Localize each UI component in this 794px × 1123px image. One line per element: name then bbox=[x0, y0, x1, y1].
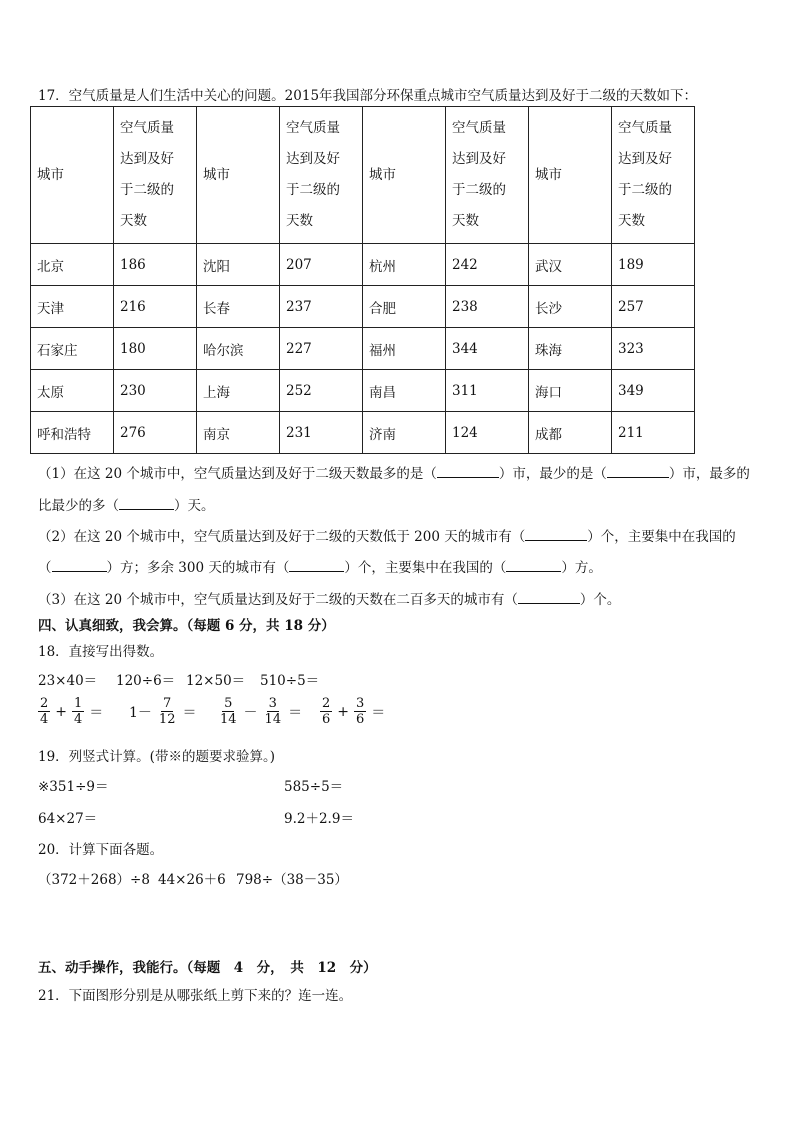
table-row: 北京 186 沈阳 207 杭州 242 武汉 189 bbox=[31, 244, 695, 286]
q20-item-2: 44×26＋6 bbox=[158, 872, 226, 888]
q18-fraction-2: 1－ $\frac{7}{12}$ ＝ bbox=[129, 696, 197, 727]
q21-title: 21．下面图形分别是从哪张纸上剪下来的？连一连。 bbox=[38, 988, 353, 1004]
header-city: 城市 bbox=[363, 107, 446, 244]
header-days: 空气质量 达到及好 于二级的 天数 bbox=[446, 107, 529, 244]
table-row: 石家庄 180 哈尔滨 227 福州 344 珠海 323 bbox=[31, 328, 695, 370]
q17-sub2-line2: （ ）方；多余 300 天的城市有（ ）个，主要集中在我国的（ ）方。 bbox=[38, 560, 602, 576]
q19-item-2: 585÷5＝ bbox=[284, 779, 344, 795]
q18-fraction-3: $\frac{5}{14}$ － $\frac{3}{14}$ ＝ bbox=[220, 696, 303, 727]
q17-sub1-line1: （1）在这 20 个城市中，空气质量达到及好于二级天数最多的是（ ）市，最少的是（ ）市，最多的 bbox=[38, 466, 750, 482]
air-quality-table bbox=[30, 106, 695, 454]
q18-fraction-1: $\frac{2}{4}$ + $\frac{1}{4}$ ＝ bbox=[40, 696, 104, 727]
answer-blank[interactable] bbox=[119, 498, 174, 510]
table-row: 呼和浩特 276 南京 231 济南 124 成都 211 bbox=[31, 412, 695, 454]
q19-item-3: 64×27＝ bbox=[38, 811, 98, 827]
q20-title: 20．计算下面各题。 bbox=[38, 842, 164, 858]
table-row: 天津 216 长春 237 合肥 238 长沙 257 bbox=[31, 286, 695, 328]
answer-blank[interactable] bbox=[289, 560, 344, 572]
q20-item-3: 798÷（38－35） bbox=[236, 872, 348, 888]
q18-fraction-4: $\frac{2}{6}$ + $\frac{3}{6}$ ＝ bbox=[322, 696, 386, 727]
answer-blank[interactable] bbox=[525, 529, 587, 541]
answer-blank[interactable] bbox=[437, 466, 499, 478]
answer-blank[interactable] bbox=[607, 466, 669, 478]
answer-blank[interactable] bbox=[52, 560, 107, 572]
section4-heading: 四、认真细致，我会算。（每题 6 分，共 18 分） bbox=[38, 618, 335, 634]
q18-oral-1: 23×40＝ bbox=[38, 673, 98, 689]
header-days: 空气质量 达到及好 于二级的 天数 bbox=[612, 107, 695, 244]
q17-intro: 17．空气质量是人们生活中关心的问题。2015年我国部分环保重点城市空气质量达到及好于二级的天数如下： bbox=[38, 88, 698, 104]
q17-sub3: （3）在这 20 个城市中，空气质量达到及好于二级的天数在二百多天的城市有（ ）个。 bbox=[38, 592, 621, 608]
q17-sub2-line1: （2）在这 20 个城市中，空气质量达到及好于二级的天数低于 200 天的城市有（ ）个，主要集中在我国的 bbox=[38, 529, 736, 545]
answer-blank[interactable] bbox=[518, 592, 580, 604]
table-row: 太原 230 上海 252 南昌 311 海口 349 bbox=[31, 370, 695, 412]
q18-oral-4: 510÷5＝ bbox=[260, 673, 320, 689]
q18-title: 18．直接写出得数。 bbox=[38, 644, 164, 660]
q19-title: 19．列竖式计算。(带※的题要求验算。) bbox=[38, 749, 275, 765]
header-city: 城市 bbox=[31, 107, 114, 244]
header-days: 空气质量 达到及好 于二级的 天数 bbox=[114, 107, 197, 244]
q18-oral-2: 120÷6＝ bbox=[116, 673, 176, 689]
q17-sub1-line2: 比最少的多（ ）天。 bbox=[38, 498, 215, 514]
header-city: 城市 bbox=[197, 107, 280, 244]
table-header-row bbox=[31, 107, 695, 244]
answer-blank[interactable] bbox=[506, 560, 561, 572]
q19-item-4: 9.2＋2.9＝ bbox=[284, 811, 354, 827]
section5-heading: 五、动手操作，我能行。（每题 4 分， 共 12 分） bbox=[38, 960, 377, 976]
q19-item-1: ※351÷9＝ bbox=[38, 779, 109, 795]
header-days: 空气质量 达到及好 于二级的 天数 bbox=[280, 107, 363, 244]
header-city: 城市 bbox=[529, 107, 612, 244]
q20-item-1: （372＋268）÷8 bbox=[38, 872, 150, 888]
q18-oral-3: 12×50＝ bbox=[186, 673, 246, 689]
